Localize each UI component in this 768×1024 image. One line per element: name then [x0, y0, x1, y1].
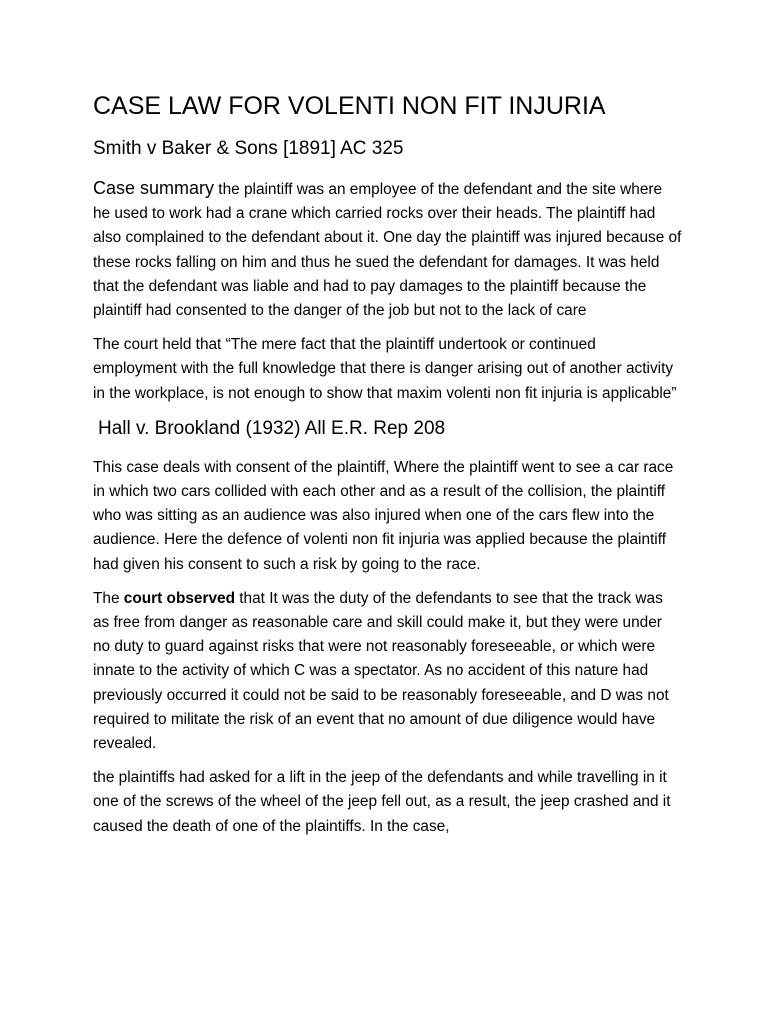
court-observed-prefix: The [93, 589, 124, 607]
document-page [93, 88, 683, 849]
case-heading-smith-v-baker: Smith v Baker & Sons [1891] AC 325 [93, 138, 404, 159]
case-summary-text: the plaintiff was an employee of the defendant and the site where he used to work had a crane which carried rocks over their heads. The plaintiff had also complained to the defendant about it. One day the plaintiff was injured because of these rocks falling on him and thus he sued the defendant for damages. It was held that the defendant was liable and had to pay damages to the plaintiff because the plaintiff had consented to the danger of the job but not to the lack of care [93, 181, 682, 320]
case-heading-hall-v-brookland: Hall v. Brookland (1932) All E.R. Rep 208 [98, 417, 446, 439]
case-summary-lead: Case summary [93, 178, 215, 198]
case-summary-paragraph [93, 176, 683, 323]
document-title: CASE LAW FOR VOLENTI NON FIT INJURIA [93, 92, 606, 120]
consent-paragraph: This case deals with consent of the plaintiff, Where the plaintiff went to see a car race in which two cars collided with each other and as a result of the collision, the plaintiff who was sitting as an audience was also injured when one of the cars flew into the audience. Here the defence of volenti non fit injuria was applied because the plaintiff had given his consent to such a risk by going to the race. [93, 458, 674, 573]
court-observed-text: that It was the duty of the defendants to see that the track was as free from danger as reasonable care and skill could make it, but they were under no duty to guard against risks that were not reasonably foreseeable, or which were innate to the activity of which C was a spectator. As no accident of this nature had previously occurred it could not be said to be reasonably foreseeable, and D was not required to militate the risk of an event that no amount of due diligence would have revealed. [93, 589, 669, 753]
court-held-paragraph: The court held that “The mere fact that the plaintiff undertook or continued employment with the full knowledge that there is danger arising out of another activity in the workplace, is not enough to show that maxim volenti non fit injuria is applicable” [93, 336, 677, 402]
court-observed-bold: court observed [123, 589, 235, 607]
court-observed-paragraph [93, 587, 683, 756]
jeep-lift-paragraph: the plaintiffs had asked for a lift in the jeep of the defendants and while travelling in it one of the screws of the wheel of the jeep fell out, as a result, the jeep crashed and it caused the death of one of the plaintiffs. In the case, [93, 769, 671, 835]
